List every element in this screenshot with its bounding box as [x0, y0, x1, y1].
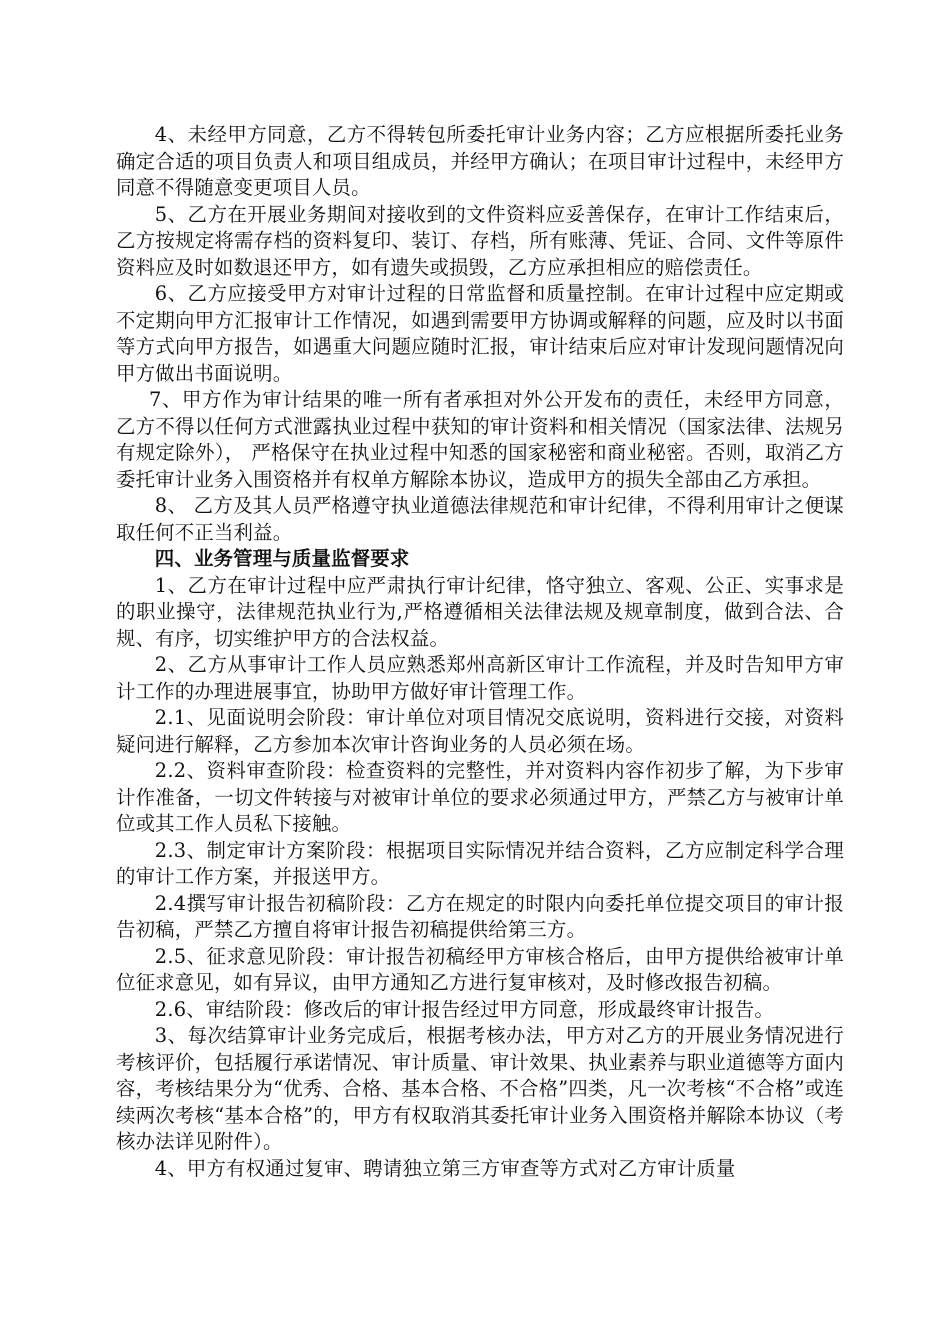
paragraph-clause-7: 7、甲方作为审计结果的唯一所有者承担对外公开发布的责任，未经甲方同意，乙方不得以任何方式泄露执业过程中获知的审计资料和相关情况（国家法律、法规另有规定除外）， 严格保守在执业过程中知悉的国家秘密和商业秘密。否则，取消乙方委托审计业务入围资格并有权单方解除本协议，造成甲方的损失全部由乙方承担。	[116, 388, 844, 491]
paragraph-item-2-3: 2.3、制定审计方案阶段：根据项目实际情况并结合资料，乙方应制定科学合理的审计工作方案，并报送甲方。	[116, 838, 844, 888]
paragraph-clause-6: 6、乙方应接受甲方对审计过程的日常监督和质量控制。在审计过程中应定期或不定期向甲方汇报审计工作情况，如遇到需要甲方协调或解释的问题，应及时以书面等方式向甲方报告，如遇重大问题应随时汇报，审计结束后应对审计发现问题情况向甲方做出书面说明。	[116, 282, 844, 385]
paragraph-item-2-5: 2.5、征求意见阶段：审计报告初稿经甲方审核合格后，由甲方提供给被审计单位征求意见，如有异议，由甲方通知乙方进行复审核对，及时修改报告初稿。	[116, 944, 844, 994]
paragraph-item-2-2: 2.2、资料审查阶段：检查资料的完整性，并对资料内容作初步了解，为下步审计作准备，一切文件转接与对被审计单位的要求必须通过甲方，严禁乙方与被审计单位或其工作人员私下接触。	[116, 759, 844, 835]
section-heading: 四、业务管理与质量监督要求	[154, 547, 410, 570]
paragraph-clause-8: 8、 乙方及其人员严格遵守执业道德法律规范和审计纪律，不得利用审计之便谋取任何不正当利益。	[116, 494, 844, 544]
paragraph-clause-5: 5、乙方在开展业务期间对接收到的文件资料应妥善保存，在审计工作结束后，乙方按规定将需存档的资料复印、装订、存档，所有账薄、凭证、合同、文件等原件资料应及时如数退还甲方，如有遗失或损毁，乙方应承担相应的赔偿责任。	[116, 202, 844, 279]
paragraph-item-4: 4、甲方有权通过复审、聘请独立第三方审查等方式对乙方审计质量	[154, 1156, 736, 1180]
paragraph-item-3: 3、每次结算审计业务完成后，根据考核办法，甲方对乙方的开展业务情况进行考核评价，包括履行承诺情况、审计质量、审计效果、执业素养与职业道德等方面内容，考核结果分为“优秀、合格、基本合格、不合格”四类，凡一次考核“不合格”或连续两次考核“基本合格”的，甲方有权取消其委托审计业务入围资格并解除本协议（考核办法详见附件）。	[116, 1024, 844, 1153]
paragraph-item-2-6: 2.6、审结阶段：修改后的审计报告经过甲方同意，形成最终审计报告。	[154, 997, 774, 1021]
paragraph-item-1: 1、乙方在审计过程中应严肃执行审计纪律，恪守独立、客观、公正、实事求是的职业操守，法律规范执业行为,严格遵循相关法律法规及规章制度，做到合法、合规、有序，切实维护甲方的合法权益。	[116, 573, 844, 650]
paragraph-item-2: 2、乙方从事审计工作人员应熟悉郑州高新区审计工作流程，并及时告知甲方审计工作的办理进展事宜，协助甲方做好审计管理工作。	[116, 653, 844, 703]
paragraph-item-2-1: 2.1、见面说明会阶段：审计单位对项目情况交底说明，资料进行交接，对资料疑问进行解释，乙方参加本次审计咨询业务的人员必须在场。	[116, 706, 844, 756]
paragraph-clause-4: 4、未经甲方同意，乙方不得转包所委托审计业务内容；乙方应根据所委托业务确定合适的项目负责人和项目组成员，并经甲方确认；在项目审计过程中，未经甲方同意不得随意变更项目人员。	[116, 123, 844, 199]
paragraph-item-2-4: 2.4撰写审计报告初稿阶段：乙方在规定的时限内向委托单位提交项目的审计报告初稿，严禁乙方擅自将审计报告初稿提供给第三方。	[116, 891, 844, 941]
document-page	[116, 122, 844, 1182]
